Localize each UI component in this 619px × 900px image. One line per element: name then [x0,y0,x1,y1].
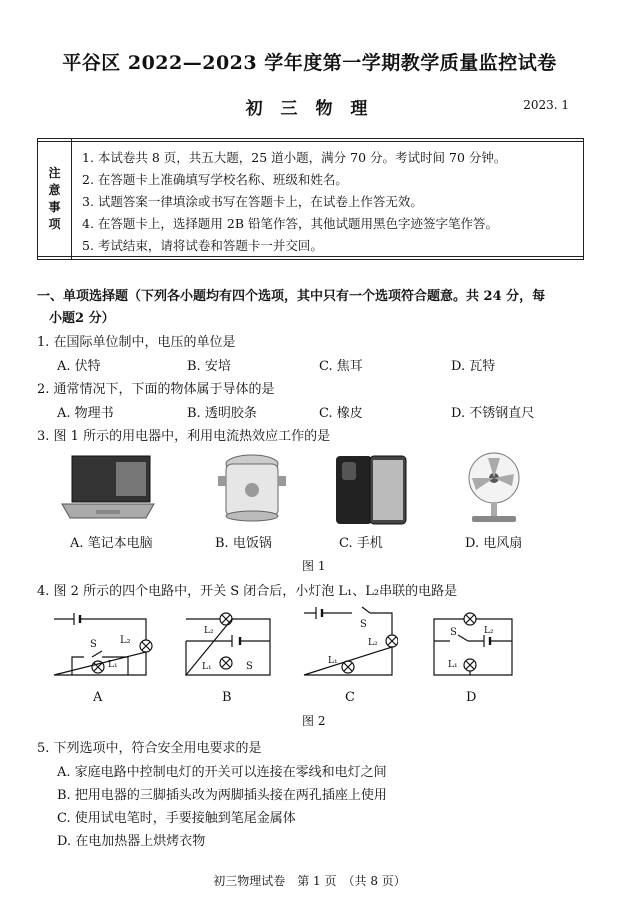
lamp-icon [222,615,230,623]
question-1: 1. 在国际单位制中，电压的单位是 [37,335,236,350]
notice-item: 1. 本试卷共 8 页，共五大题，25 道小题，满分 70 分。考试时间 70 分钟。 [82,150,507,165]
electric-fan-image [458,450,530,526]
lamp-l2-label: L₂ [204,626,214,636]
question-4: 4. 图 2 所示的四个电路中，开关 S 闭合后，小灯泡 L₁、L₂串联的电路是 [37,584,458,599]
switch-label: S [360,619,367,630]
lamp-l1-label: L₁ [448,660,458,670]
circuit-wire [186,619,270,675]
subject-title: 初 三 物 理 [245,99,374,119]
q4-option-b: B [222,690,232,705]
page-footer: 初三物理试卷 第 1 页 （共 8 页） [213,874,406,888]
q5-option-a: A. 家庭电路中控制电灯的开关可以连接在零线和电灯之间 [57,765,387,780]
notice-char: 事 [48,200,61,214]
q3-option-d: D. 电风扇 [465,536,523,551]
q4-option-a: A [93,690,103,705]
q2-option-a: A. 物理书 [57,406,114,421]
rice-cooker-image [212,450,292,526]
notice-item: 4. 在答题卡上，选择题用 2B 铅笔作答，其他试题用黑色字迹签字笔作答。 [82,216,498,231]
q4-option-c: C [345,690,355,705]
lamp-l2-label: L₂ [484,626,494,636]
switch-label: S [90,639,97,650]
q2-option-c: C. 橡皮 [319,406,363,421]
lamp-icon [222,659,230,667]
q3-option-a: A. 笔记本电脑 [70,536,153,551]
page-title: 平谷区 2022—2023 学年度第一学期教学质量监控试卷 [62,52,557,74]
figure-1-caption: 图 1 [302,559,326,573]
circuit-wire [54,619,146,675]
lamp-icon [344,663,352,671]
lamp-l2-label: L₂ [368,638,378,648]
lamp-icon [388,637,396,645]
notice-box [37,138,584,260]
circuit-c [298,605,398,685]
notice-list [82,147,506,257]
notice-item: 5. 考试结束，请将试卷和答题卡一并交回。 [82,238,323,253]
switch-label: S [246,661,253,672]
lamp-l1-label: L₁ [108,660,118,670]
exam-date: 2023. 1 [523,98,569,112]
circuit-d [428,605,524,685]
question-2: 2. 通常情况下，下面的物体属于导体的是 [37,382,275,397]
figure-2-caption: 图 2 [302,714,326,728]
question-5: 5. 下列选项中，符合安全用电要求的是 [37,741,262,756]
circuit-wire [304,607,392,675]
q1-option-b: B. 安培 [187,359,231,374]
laptop-image [58,452,158,524]
notice-char: 项 [48,217,61,231]
q1-option-c: C. 焦耳 [319,359,363,374]
q5-option-b: B. 把用电器的三脚插头改为两脚插头接在两孔插座上使用 [57,788,387,803]
notice-char: 注 [48,166,61,180]
q1-option-d: D. 瓦特 [451,359,496,374]
phone-image [334,454,410,526]
notice-item: 2. 在答题卡上准确填写学校名称、班级和姓名。 [82,172,348,187]
q1-option-a: A. 伏特 [57,359,101,374]
question-3: 3. 图 1 所示的用电器中，利用电流热效应工作的是 [37,429,331,444]
q5-option-d: D. 在电加热器上烘烤衣物 [57,834,206,849]
section-heading-line: 小题2 分） [49,311,115,326]
lamp-icon [466,661,474,669]
section-heading [37,286,587,330]
q4-option-d: D [466,690,477,705]
q3-option-b: B. 电饭锅 [215,536,272,551]
notice-item: 3. 试题答案一律填涂或书写在答题卡上，在试卷上作答无效。 [82,194,423,209]
circuit-a [46,605,156,685]
q3-option-c: C. 手机 [339,536,383,551]
circuit-wire [434,635,512,641]
lamp-icon [142,642,150,650]
circuit-wire [434,619,512,675]
q2-option-d: D. 不锈钢直尺 [451,406,535,421]
notice-label [38,139,72,259]
lamp-l1-label: L₁ [202,662,212,672]
circuit-b [180,605,276,685]
lamp-l1-label: L₁ [328,656,338,666]
lamp-l2-label: L₂ [120,635,131,646]
section-heading-line: 一、单项选择题（下列各小题均有四个选项，其中只有一个选项符合题意。共 24 分，每 [37,289,546,304]
switch-label: S [450,627,457,638]
q2-option-b: B. 透明胶条 [187,406,257,421]
notice-char: 意 [48,183,61,197]
q5-option-c: C. 使用试电笔时，手要接触到笔尾金属体 [57,811,296,826]
